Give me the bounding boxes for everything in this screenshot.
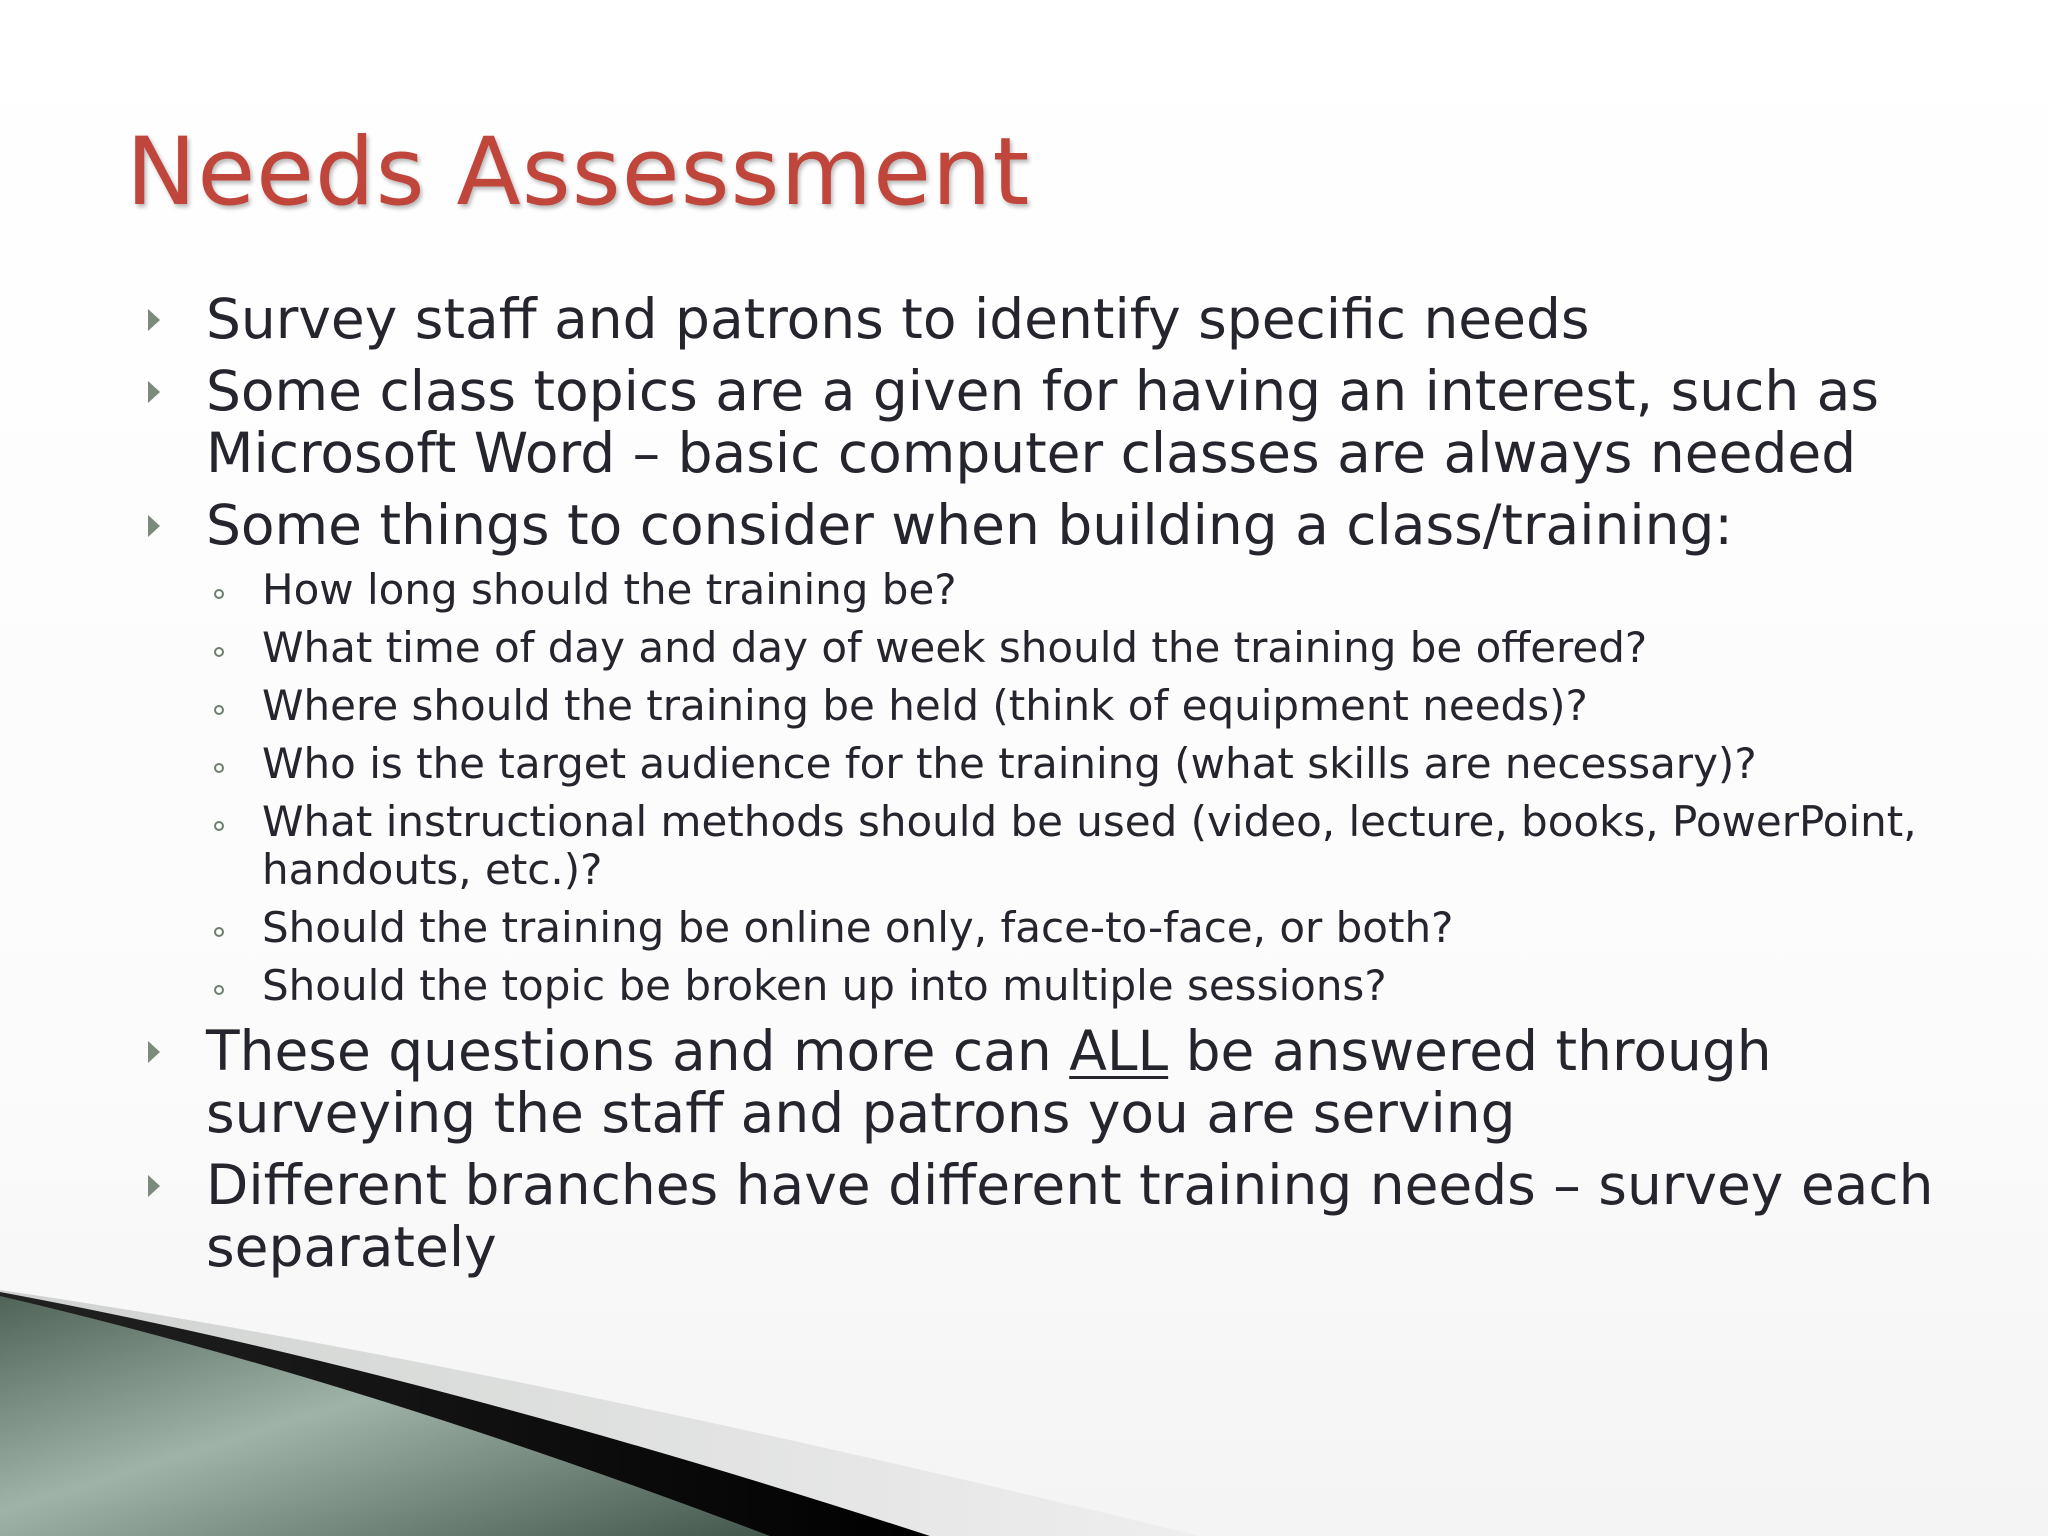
sub-bullet-text: What instructional methods should be used (video, lecture, books, PowerPoint, handouts, etc.)? — [262, 797, 1917, 894]
sub-bullet-text: Should the topic be broken up into multiple sessions? — [262, 961, 1387, 1010]
bullet-text-tail: be answered through surveying the staff and patrons you are serving — [206, 1019, 1772, 1145]
sub-bullet-text: How long should the training be? — [262, 565, 957, 614]
bullet-text: Different branches have different training needs – survey each separately — [206, 1153, 1934, 1279]
sub-bullet-text: Who is the target audience for the training (what skills are necessary)? — [262, 739, 1757, 788]
sub-bullet-text: Where should the training be held (think of equipment needs)? — [262, 681, 1588, 730]
emphasis-text: ALL — [1069, 1019, 1169, 1083]
sub-bullet-text: What time of day and day of week should the training be offered? — [262, 623, 1648, 672]
sub-bullet-text: Should the training be online only, face-to-face, or both? — [262, 903, 1454, 952]
bullet-text: Survey staff and patrons to identify specific needs — [206, 287, 1590, 351]
bullet-text: Some class topics are a given for having an interest, such as Microsoft Word – basic computer classes are always needed — [206, 359, 1880, 485]
bullet-text: Some things to consider when building a class/training: — [206, 493, 1733, 557]
slide-title: Needs Assessment — [126, 118, 1031, 227]
bullet-text-lead: These questions and more can — [206, 1019, 1070, 1083]
